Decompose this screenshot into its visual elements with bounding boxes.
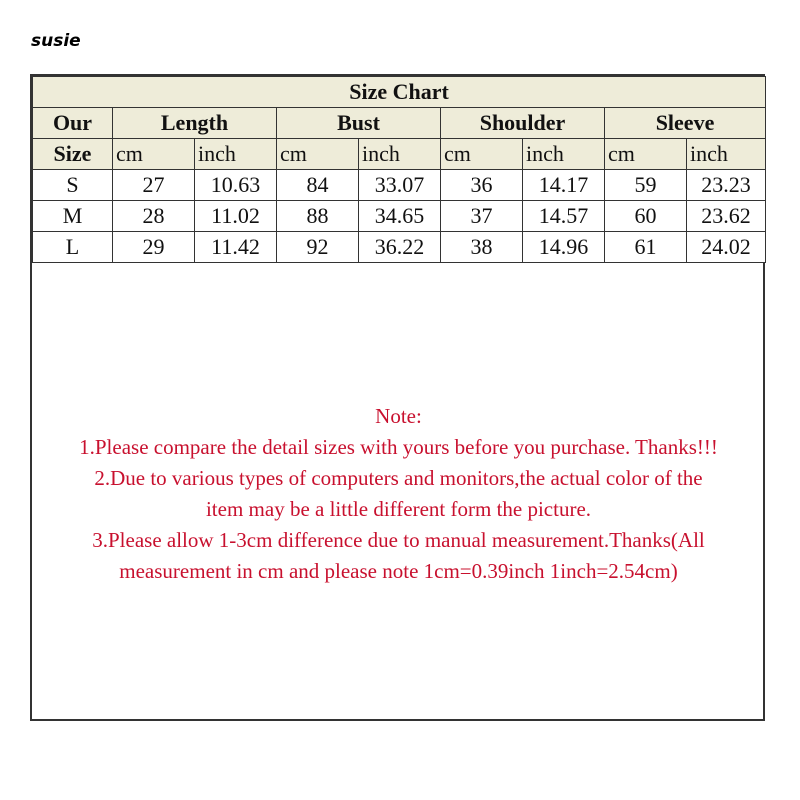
group-header-length: Length (113, 108, 277, 139)
value-cell: 84 (277, 170, 359, 201)
size-cell: L (33, 232, 113, 263)
unit-header: inch (195, 139, 277, 170)
value-cell: 14.17 (523, 170, 605, 201)
table-row (33, 170, 766, 201)
value-cell: 33.07 (359, 170, 441, 201)
note-line: item may be a little different form the picture. (205, 497, 592, 521)
size-cell: S (33, 170, 113, 201)
note-line: 1.Please compare the detail sizes with yours before you purchase. Thanks!!! (79, 435, 718, 459)
note-line: 3.Please allow 1-3cm difference due to manual measurement.Thanks(All (92, 528, 705, 552)
brand-logo: susie (31, 31, 81, 51)
size-chart-title: Size Chart (33, 77, 766, 108)
size-chart-table (32, 76, 766, 263)
size-cell: M (33, 201, 113, 232)
value-cell: 92 (277, 232, 359, 263)
unit-header: cm (113, 139, 195, 170)
value-cell: 23.23 (687, 170, 766, 201)
note-line: measurement in cm and please note 1cm=0.39inch 1inch=2.54cm) (119, 559, 678, 583)
group-header-shoulder: Shoulder (441, 108, 605, 139)
value-cell: 11.42 (195, 232, 277, 263)
size-chart-panel (30, 74, 765, 721)
unit-header: inch (523, 139, 605, 170)
value-cell: 88 (277, 201, 359, 232)
table-row (33, 201, 766, 232)
value-cell: 36.22 (359, 232, 441, 263)
value-cell: 11.02 (195, 201, 277, 232)
size-header-bottom: Size (33, 139, 113, 170)
value-cell: 60 (605, 201, 687, 232)
value-cell: 10.63 (195, 170, 277, 201)
value-cell: 34.65 (359, 201, 441, 232)
value-cell: 23.62 (687, 201, 766, 232)
unit-header: cm (277, 139, 359, 170)
value-cell: 14.96 (523, 232, 605, 263)
unit-header: cm (441, 139, 523, 170)
note-line: 2.Due to various types of computers and monitors,the actual color of the (94, 466, 703, 490)
size-header-top: Our (33, 108, 113, 139)
value-cell: 29 (113, 232, 195, 263)
notes-heading: Note: (375, 404, 422, 428)
value-cell: 36 (441, 170, 523, 201)
unit-header: cm (605, 139, 687, 170)
value-cell: 14.57 (523, 201, 605, 232)
value-cell: 37 (441, 201, 523, 232)
value-cell: 24.02 (687, 232, 766, 263)
value-cell: 38 (441, 232, 523, 263)
notes-block (32, 401, 765, 587)
group-header-bust: Bust (277, 108, 441, 139)
value-cell: 27 (113, 170, 195, 201)
value-cell: 61 (605, 232, 687, 263)
group-header-sleeve: Sleeve (605, 108, 766, 139)
table-row (33, 232, 766, 263)
unit-header: inch (359, 139, 441, 170)
value-cell: 28 (113, 201, 195, 232)
value-cell: 59 (605, 170, 687, 201)
unit-header: inch (687, 139, 766, 170)
